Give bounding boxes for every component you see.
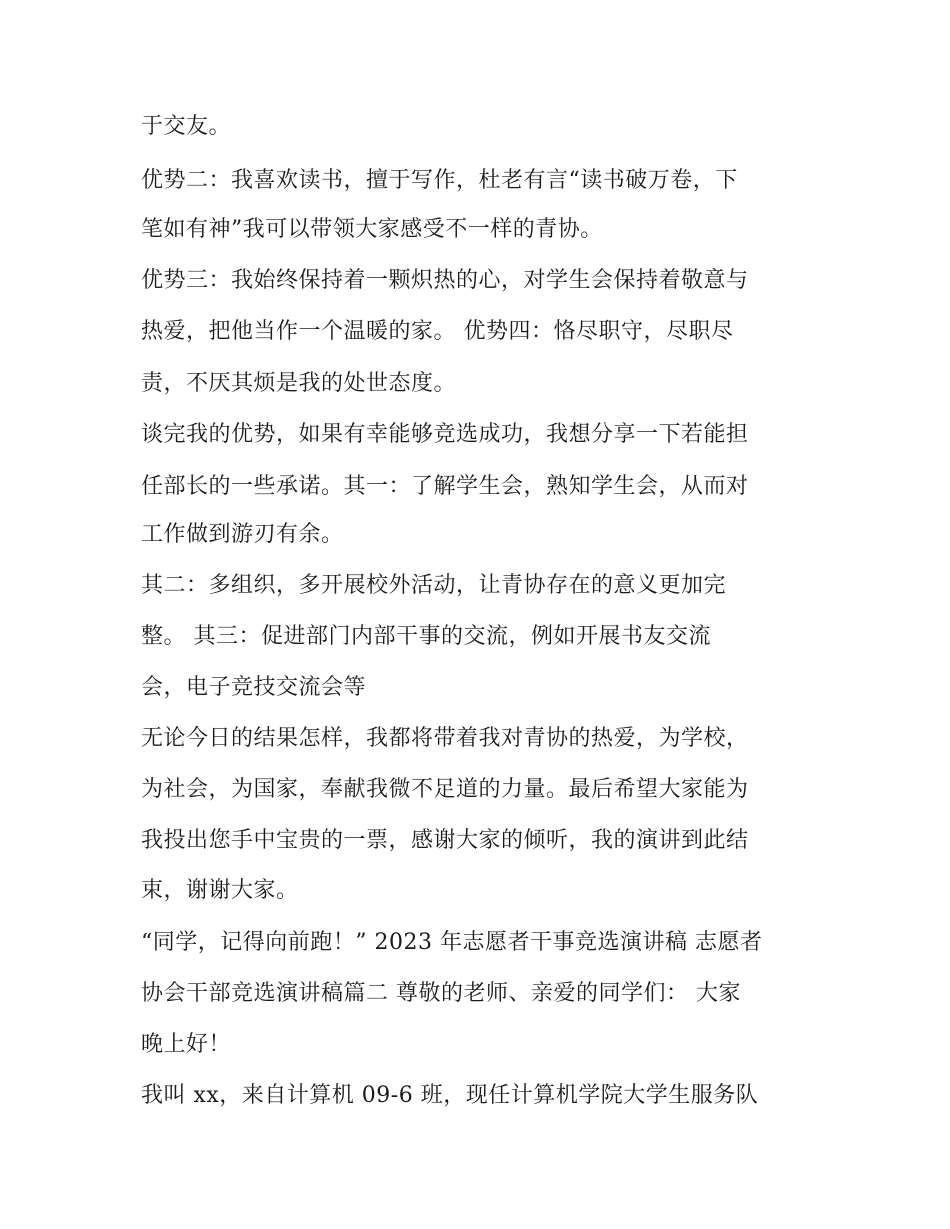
text-line: 优势二：我喜欢读书，擅于写作，杜老有言“读书破万卷，下 — [141, 168, 738, 193]
text-line: 责，不厌其烦是我的处世态度。 — [141, 371, 457, 396]
text-line: “同学，记得向前跑！” 2023 年志愿者干事竞选演讲稿 志愿者 — [141, 930, 763, 955]
text-line: 为社会，为国家，奉献我微不足道的力量。最后希望大家能为 — [141, 777, 749, 802]
text-line: 协会干部竞选演讲稿篇二 尊敬的老师、亲爱的同学们： 大家 — [141, 981, 741, 1006]
text-line: 任部长的一些承诺。其一：了解学生会，熟知学生会，从而对 — [141, 474, 749, 499]
text-line: 其二：多组织，多开展校外活动，让青协存在的意义更加完 — [141, 573, 727, 598]
text-line: 我叫 xx，来自计算机 09-6 班，现任计算机学院大学生服务队 — [141, 1083, 759, 1108]
text-line: 于交友。 — [141, 114, 232, 139]
text-line: 热爱，把他当作一个温暖的家。 优势四：恪尽职守，尽职尽 — [141, 319, 734, 344]
text-line: 我投出您手中宝贵的一票，感谢大家的倾听，我的演讲到此结 — [141, 828, 749, 853]
text-line: 笔如有神”我可以带领大家感受不一样的青协。 — [141, 217, 603, 242]
text-line: 无论今日的结果怎样，我都将带着我对青协的热爱，为学校， — [141, 726, 749, 751]
text-line: 谈完我的优势，如果有幸能够竞选成功，我想分享一下若能担 — [141, 422, 749, 447]
text-line: 工作做到游刃有余。 — [141, 522, 344, 547]
text-line: 优势三：我始终保持着一颗炽热的心，对学生会保持着敬意与 — [141, 268, 749, 293]
text-line: 整。 其三：促进部门内部干事的交流，例如开展书友交流 — [141, 624, 711, 649]
text-line: 束，谢谢大家。 — [141, 878, 299, 903]
text-line: 晚上好！ — [141, 1032, 232, 1057]
text-line: 会，电子竞技交流会等 — [141, 675, 367, 700]
